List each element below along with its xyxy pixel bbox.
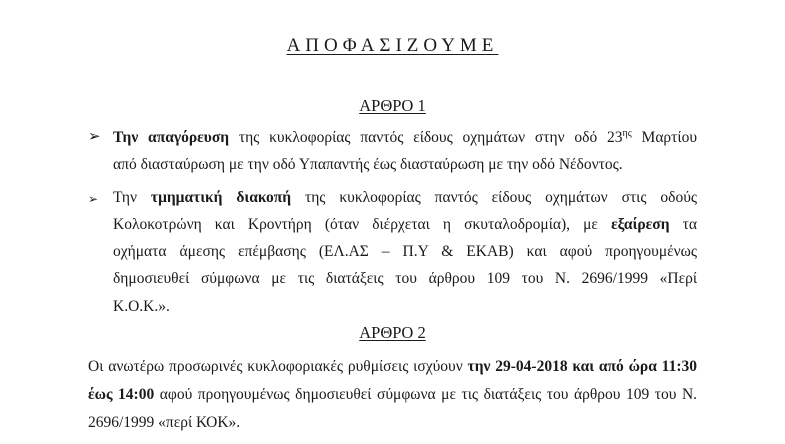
article-1-item-2-line-5: Κ.Ο.Κ.». <box>113 298 170 315</box>
item-2-line-2-tail: τα <box>682 216 697 233</box>
article-2-line-2 <box>88 384 697 406</box>
item-1-line-1-text: της κυκλοφορίας παντός είδους οχημάτων στην οδό 23 <box>238 129 623 146</box>
article-1-heading: ΑΡΘΡΟ 1 <box>359 96 426 115</box>
item-2-bold-interruption: τμηματική διακοπή <box>150 189 292 206</box>
item-2-line-1-text: της κυκλοφορίας παντός είδους οχημάτων στις οδούς <box>304 189 697 206</box>
article-2-bold-end-time: έως 14:00 <box>88 386 155 403</box>
item-1-line-1-tail: Μαρτίου <box>641 129 697 146</box>
article-1-item-2-line-4: δημοσιευθεί σύμφωνα με τις διατάξεις του άρθρου 109 του Ν. 2696/1999 «Περί <box>113 270 697 287</box>
article-2-line-1 <box>88 356 697 378</box>
item-2-line-2-text: Κολοκοτρώνη και Κροντήρη (όταν διέρχεται η σκυταλοδρομία), με <box>113 216 598 233</box>
item-1-bold-lead: Την απαγόρευση <box>113 129 230 146</box>
article-1-item-2-line-1 <box>113 187 697 209</box>
article-2-heading: ΑΡΘΡΟ 2 <box>359 323 426 342</box>
document-title: ΑΠΟΦΑΣΙΖΟΥΜΕ <box>286 35 499 56</box>
article-2-line-2-text: αφού προηγουμένως δημοσιευθεί σύμφωνα με τις διατάξεις του άρθρου 109 του Ν. <box>159 386 697 403</box>
item-2-bold-exception: εξαίρεση <box>611 216 670 233</box>
article-1-item-2-line-2 <box>113 214 697 236</box>
article-2-line-3: 2696/1999 «περί ΚΟΚ». <box>88 414 241 431</box>
article-2-line-1-text: Οι ανωτέρω προσωρινές κυκλοφοριακές ρυθμίσεις ισχύουν <box>88 358 463 375</box>
article-1-item-1-line-1 <box>113 127 697 149</box>
item-1-superscript: ης <box>622 127 632 139</box>
article-2-bold-date: την 29-04-2018 και από ώρα 11:30 <box>467 358 697 375</box>
item-2-line-1-pre: Την <box>113 189 138 206</box>
bullet-arrow-icon: ➢ <box>88 129 101 145</box>
article-1-item-2-line-3: οχήματα άμεσης επέμβασης (ΕΛ.ΑΣ – Π.Υ & ΕΚΑΒ) και αφού προηγουμένως <box>113 243 697 260</box>
article-1-item-1-line-2: από διασταύρωση με την οδό Υπαπαντής έως διασταύρωση με την οδό Νέδοντος. <box>113 156 623 173</box>
bullet-arrow-small-icon: ➢ <box>88 192 99 206</box>
